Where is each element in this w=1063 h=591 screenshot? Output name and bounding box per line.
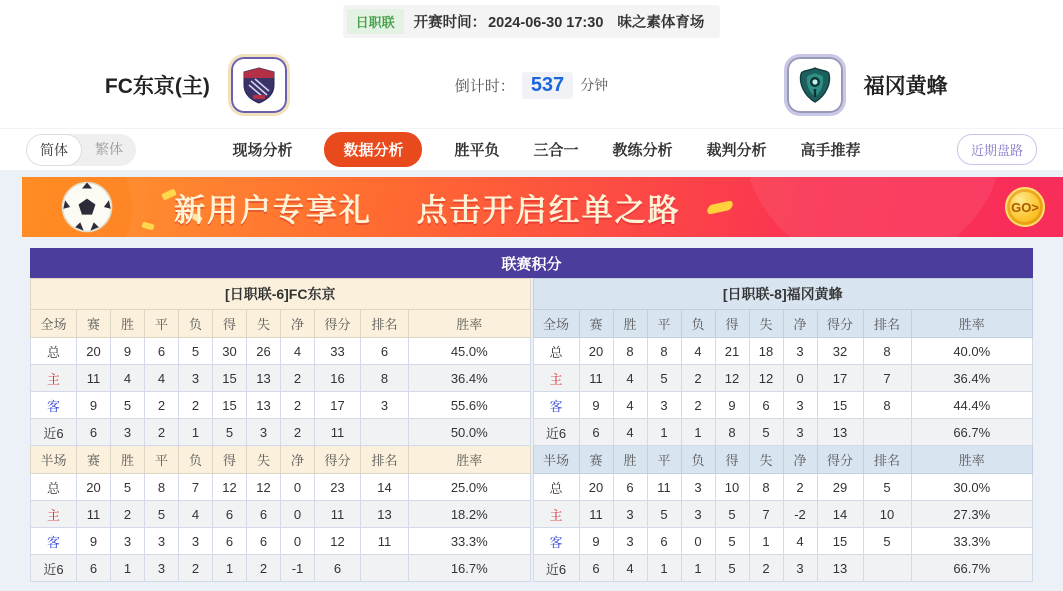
stat-cell: 9 — [77, 392, 111, 419]
countdown-unit: 分钟 — [580, 77, 609, 93]
stat-cell: 40.0% — [911, 338, 1033, 365]
stat-cell: 4 — [613, 365, 647, 392]
column-header: 赛 — [579, 310, 613, 338]
column-header: 得分 — [817, 310, 863, 338]
tab-现场分析[interactable]: 现场分析 — [232, 142, 293, 159]
stat-cell: 11 — [315, 419, 361, 446]
stat-cell: 3 — [145, 555, 179, 582]
lang-simplified-button[interactable]: 简体 — [26, 134, 82, 166]
stat-cell: 4 — [111, 365, 145, 392]
column-header: 净 — [281, 310, 315, 338]
column-header: 失 — [749, 446, 783, 474]
stat-cell: 3 — [361, 392, 409, 419]
stat-cell: 11 — [77, 365, 111, 392]
stat-cell: 5 — [715, 501, 749, 528]
stat-cell: 10 — [863, 501, 911, 528]
stat-cell: 9 — [111, 338, 145, 365]
column-header: 胜率 — [911, 446, 1033, 474]
stat-cell — [361, 555, 409, 582]
tab-数据分析[interactable]: 数据分析 — [324, 132, 422, 167]
stat-cell: 0 — [281, 528, 315, 555]
team-table-title: [日职联-8]福冈黄蜂 — [533, 279, 1033, 310]
stat-cell: 1 — [647, 419, 681, 446]
stat-cell: 5 — [715, 528, 749, 555]
stat-cell: 8 — [613, 338, 647, 365]
go-button-label: GO> — [1011, 199, 1039, 215]
column-header: 负 — [179, 446, 213, 474]
stat-cell: -1 — [281, 555, 315, 582]
column-header: 全场 — [533, 310, 579, 338]
stat-cell: 6 — [749, 392, 783, 419]
stat-cell: 4 — [613, 555, 647, 582]
match-info-strip — [343, 5, 721, 38]
column-header: 失 — [247, 446, 281, 474]
row-label: 主 — [31, 365, 77, 392]
stat-cell — [361, 419, 409, 446]
stat-cell: 20 — [77, 338, 111, 365]
stat-cell: 3 — [111, 419, 145, 446]
column-header: 负 — [681, 446, 715, 474]
stat-cell: 1 — [111, 555, 145, 582]
row-label: 主 — [533, 501, 579, 528]
row-label: 总 — [533, 338, 579, 365]
stat-cell: 4 — [681, 338, 715, 365]
stat-cell: 2 — [145, 419, 179, 446]
column-header: 净 — [783, 310, 817, 338]
stat-cell: 11 — [361, 528, 409, 555]
stat-cell: 8 — [361, 365, 409, 392]
stat-cell: 0 — [783, 365, 817, 392]
column-header: 胜 — [111, 446, 145, 474]
league-points-section — [30, 248, 1033, 582]
stat-cell: 5 — [145, 501, 179, 528]
nav-bar — [0, 128, 1063, 170]
stat-cell: 3 — [179, 528, 213, 555]
stat-cell: 2 — [179, 392, 213, 419]
stat-cell: 5 — [111, 474, 145, 501]
stat-cell: 6 — [579, 419, 613, 446]
stat-cell: 6 — [579, 555, 613, 582]
stat-cell: 13 — [817, 419, 863, 446]
column-header: 胜 — [613, 310, 647, 338]
column-header: 得 — [213, 446, 247, 474]
stat-cell: 3 — [783, 419, 817, 446]
stat-cell: 2 — [783, 474, 817, 501]
row-label: 近6 — [31, 555, 77, 582]
stat-cell: 6 — [647, 528, 681, 555]
home-stats-table — [30, 278, 531, 582]
banner-text-2: 点击开启红单之路 — [416, 192, 681, 228]
stat-cell: 3 — [783, 338, 817, 365]
stat-cell: 2 — [681, 365, 715, 392]
match-info-bar — [0, 0, 1063, 42]
column-header: 排名 — [361, 310, 409, 338]
stat-cell: 44.4% — [911, 392, 1033, 419]
stat-cell: 1 — [647, 555, 681, 582]
home-crest-icon — [239, 65, 279, 105]
stat-cell: 2 — [281, 419, 315, 446]
stat-cell: 20 — [579, 338, 613, 365]
recent-handicap-button[interactable]: 近期盘路 — [957, 134, 1037, 165]
away-team-logo — [784, 54, 846, 116]
stat-cell: 2 — [281, 392, 315, 419]
stat-cell: 11 — [579, 501, 613, 528]
column-header: 赛 — [77, 446, 111, 474]
column-header: 负 — [681, 310, 715, 338]
language-toggle — [26, 134, 136, 166]
stat-cell: 12 — [715, 365, 749, 392]
stat-cell: 12 — [247, 474, 281, 501]
stat-cell: 50.0% — [409, 419, 531, 446]
league-badge[interactable]: 日职联 — [347, 9, 404, 34]
stat-cell: 5 — [715, 555, 749, 582]
stat-cell: 20 — [579, 474, 613, 501]
stat-cell: 26 — [247, 338, 281, 365]
stat-cell: 1 — [179, 419, 213, 446]
column-header: 得分 — [315, 446, 361, 474]
banner-headline — [174, 185, 681, 230]
stat-cell: 15 — [213, 365, 247, 392]
stat-cell: 5 — [647, 365, 681, 392]
tab-裁判分析[interactable]: 裁判分析 — [706, 142, 767, 159]
kickoff-label: 开赛时间： — [413, 14, 487, 31]
content-area — [0, 170, 1063, 591]
stat-cell: 2 — [179, 555, 213, 582]
tab-胜平负[interactable]: 胜平负 — [454, 142, 500, 159]
stat-cell: 29 — [817, 474, 863, 501]
stat-cell: 1 — [681, 419, 715, 446]
stat-cell: 7 — [179, 474, 213, 501]
stat-cell: 1 — [749, 528, 783, 555]
promo-banner[interactable] — [22, 177, 1063, 237]
column-header: 排名 — [361, 446, 409, 474]
stat-cell: 2 — [247, 555, 281, 582]
banner-text-1: 新用户专享礼 — [174, 192, 372, 228]
column-header: 平 — [145, 310, 179, 338]
stat-cell: 4 — [281, 338, 315, 365]
stat-cell: 8 — [863, 338, 911, 365]
stat-cell: 4 — [179, 501, 213, 528]
row-label: 近6 — [533, 419, 579, 446]
row-label: 客 — [31, 528, 77, 555]
away-team-group — [668, 54, 1063, 116]
stat-cell: 3 — [111, 528, 145, 555]
stat-cell: 6 — [247, 501, 281, 528]
stat-cell: 6 — [213, 528, 247, 555]
column-header: 全场 — [31, 310, 77, 338]
stat-cell: 11 — [315, 501, 361, 528]
stat-cell: 9 — [579, 392, 613, 419]
tab-三合一[interactable]: 三合一 — [533, 142, 579, 159]
away-team-name: 福冈黄蜂 — [863, 75, 948, 98]
row-label: 客 — [533, 528, 579, 555]
stat-cell: 3 — [681, 501, 715, 528]
stat-cell: 8 — [715, 419, 749, 446]
venue: 味之素体育场 — [617, 14, 705, 31]
stat-cell: 1 — [681, 555, 715, 582]
stat-cell: 5 — [213, 419, 247, 446]
stat-cell: 3 — [783, 555, 817, 582]
column-header: 半场 — [31, 446, 77, 474]
row-label: 近6 — [31, 419, 77, 446]
stat-cell: 18.2% — [409, 501, 531, 528]
stat-cell: 16 — [315, 365, 361, 392]
row-label: 主 — [31, 501, 77, 528]
stat-cell: 0 — [281, 474, 315, 501]
kickoff-info — [414, 11, 705, 32]
column-header: 胜 — [111, 310, 145, 338]
stat-cell: 4 — [783, 528, 817, 555]
column-header: 排名 — [863, 446, 911, 474]
teams-header — [0, 42, 1063, 128]
stat-cell: 3 — [783, 392, 817, 419]
stat-cell: 45.0% — [409, 338, 531, 365]
stat-cell: 8 — [749, 474, 783, 501]
column-header: 得 — [715, 446, 749, 474]
column-header: 赛 — [579, 446, 613, 474]
stat-cell: 2 — [111, 501, 145, 528]
column-header: 失 — [749, 310, 783, 338]
row-label: 客 — [533, 392, 579, 419]
stat-cell: 32 — [817, 338, 863, 365]
column-header: 平 — [145, 446, 179, 474]
tab-教练分析[interactable]: 教练分析 — [612, 142, 673, 159]
home-team-group — [0, 54, 395, 116]
banner-circle-decoration — [743, 177, 1003, 237]
column-header: 净 — [281, 446, 315, 474]
stat-cell: 3 — [613, 528, 647, 555]
stat-cell: 1 — [213, 555, 247, 582]
stat-cell: 18 — [749, 338, 783, 365]
stat-cell: 30 — [213, 338, 247, 365]
column-header: 排名 — [863, 310, 911, 338]
stat-cell: 5 — [863, 528, 911, 555]
stat-cell: 6 — [247, 528, 281, 555]
stat-cell: 16.7% — [409, 555, 531, 582]
stat-cell: 17 — [817, 365, 863, 392]
stat-cell: 11 — [77, 501, 111, 528]
stat-cell: 6 — [213, 501, 247, 528]
stat-cell: 3 — [179, 365, 213, 392]
stat-cell: 6 — [77, 419, 111, 446]
stat-cell: 14 — [817, 501, 863, 528]
row-label: 主 — [533, 365, 579, 392]
stat-cell: 15 — [817, 528, 863, 555]
column-header: 净 — [783, 446, 817, 474]
stat-cell: 4 — [145, 365, 179, 392]
stat-cell: 17 — [315, 392, 361, 419]
stat-cell: 3 — [145, 528, 179, 555]
away-crest-icon — [795, 65, 835, 105]
stat-cell: 8 — [863, 392, 911, 419]
stat-cell: 8 — [647, 338, 681, 365]
column-header: 得 — [715, 310, 749, 338]
column-header: 负 — [179, 310, 213, 338]
stat-cell: 7 — [863, 365, 911, 392]
stat-cell: 3 — [681, 474, 715, 501]
stat-cell: 5 — [111, 392, 145, 419]
stat-cell: 5 — [647, 501, 681, 528]
stat-cell: 12 — [749, 365, 783, 392]
row-label: 近6 — [533, 555, 579, 582]
stat-cell: 66.7% — [911, 419, 1033, 446]
column-header: 赛 — [77, 310, 111, 338]
team-table-title: [日职联-6]FC东京 — [31, 279, 531, 310]
row-label: 总 — [31, 474, 77, 501]
stat-cell: 4 — [613, 419, 647, 446]
stat-cell: 6 — [613, 474, 647, 501]
go-button[interactable] — [1005, 187, 1045, 227]
countdown — [395, 72, 668, 99]
stat-cell: 6 — [77, 555, 111, 582]
lang-traditional-button[interactable]: 繁体 — [95, 140, 123, 157]
nav-tabs — [230, 132, 862, 167]
stat-cell: 2 — [281, 365, 315, 392]
column-header: 胜率 — [409, 310, 531, 338]
stat-cell: 12 — [315, 528, 361, 555]
row-label: 总 — [31, 338, 77, 365]
stat-cell: 10 — [715, 474, 749, 501]
countdown-value: 537 — [522, 72, 573, 99]
stat-cell: -2 — [783, 501, 817, 528]
stat-cell: 13 — [247, 365, 281, 392]
stat-cell: 25.0% — [409, 474, 531, 501]
stat-cell: 21 — [715, 338, 749, 365]
stat-cell: 7 — [749, 501, 783, 528]
stat-cell: 15 — [213, 392, 247, 419]
column-header: 得分 — [817, 446, 863, 474]
stat-cell: 8 — [145, 474, 179, 501]
stat-cell: 23 — [315, 474, 361, 501]
stat-cell: 5 — [863, 474, 911, 501]
stat-cell: 33.3% — [911, 528, 1033, 555]
column-header: 胜 — [613, 446, 647, 474]
banner-dash-decoration — [706, 200, 733, 215]
countdown-label: 倒计时： — [454, 77, 515, 95]
stat-cell: 6 — [145, 338, 179, 365]
stat-cell: 33 — [315, 338, 361, 365]
stat-cell: 5 — [179, 338, 213, 365]
away-stats-table — [533, 278, 1034, 582]
stat-cell: 2 — [749, 555, 783, 582]
stat-cell: 0 — [281, 501, 315, 528]
stat-cell: 2 — [681, 392, 715, 419]
stat-cell: 2 — [145, 392, 179, 419]
column-header: 胜率 — [409, 446, 531, 474]
row-label: 总 — [533, 474, 579, 501]
stat-cell: 6 — [361, 338, 409, 365]
stat-cell: 13 — [817, 555, 863, 582]
stat-cell: 36.4% — [911, 365, 1033, 392]
column-header: 胜率 — [911, 310, 1033, 338]
stat-cell: 30.0% — [911, 474, 1033, 501]
stat-cell — [863, 419, 911, 446]
kickoff-time: 2024-06-30 17:30 — [488, 14, 604, 31]
stat-cell: 0 — [681, 528, 715, 555]
stat-cell: 11 — [579, 365, 613, 392]
stat-cell: 13 — [361, 501, 409, 528]
column-header: 平 — [647, 446, 681, 474]
stat-cell: 3 — [613, 501, 647, 528]
stat-cell: 11 — [647, 474, 681, 501]
stat-cell: 9 — [77, 528, 111, 555]
stat-cell: 4 — [613, 392, 647, 419]
column-header: 平 — [647, 310, 681, 338]
stat-cell: 14 — [361, 474, 409, 501]
stat-cell: 3 — [647, 392, 681, 419]
stat-cell: 3 — [247, 419, 281, 446]
confetti-decoration — [141, 222, 154, 231]
league-tables — [30, 278, 1033, 582]
stat-cell: 6 — [315, 555, 361, 582]
stat-cell: 13 — [247, 392, 281, 419]
tab-高手推荐[interactable]: 高手推荐 — [800, 142, 861, 159]
stat-cell: 27.3% — [911, 501, 1033, 528]
stat-cell: 20 — [77, 474, 111, 501]
row-label: 客 — [31, 392, 77, 419]
stat-cell: 33.3% — [409, 528, 531, 555]
stat-cell: 5 — [749, 419, 783, 446]
league-table-title: 联赛积分 — [30, 248, 1033, 278]
stat-cell: 36.4% — [409, 365, 531, 392]
stat-cell: 12 — [213, 474, 247, 501]
stat-cell — [863, 555, 911, 582]
column-header: 得分 — [315, 310, 361, 338]
column-header: 半场 — [533, 446, 579, 474]
column-header: 失 — [247, 310, 281, 338]
home-team-name: FC东京(主) — [104, 75, 210, 98]
stat-cell: 9 — [715, 392, 749, 419]
home-team-logo — [228, 54, 290, 116]
stat-cell: 55.6% — [409, 392, 531, 419]
column-header: 得 — [213, 310, 247, 338]
stat-cell: 15 — [817, 392, 863, 419]
stat-cell: 66.7% — [911, 555, 1033, 582]
soccer-ball-icon — [60, 180, 114, 234]
stat-cell: 9 — [579, 528, 613, 555]
